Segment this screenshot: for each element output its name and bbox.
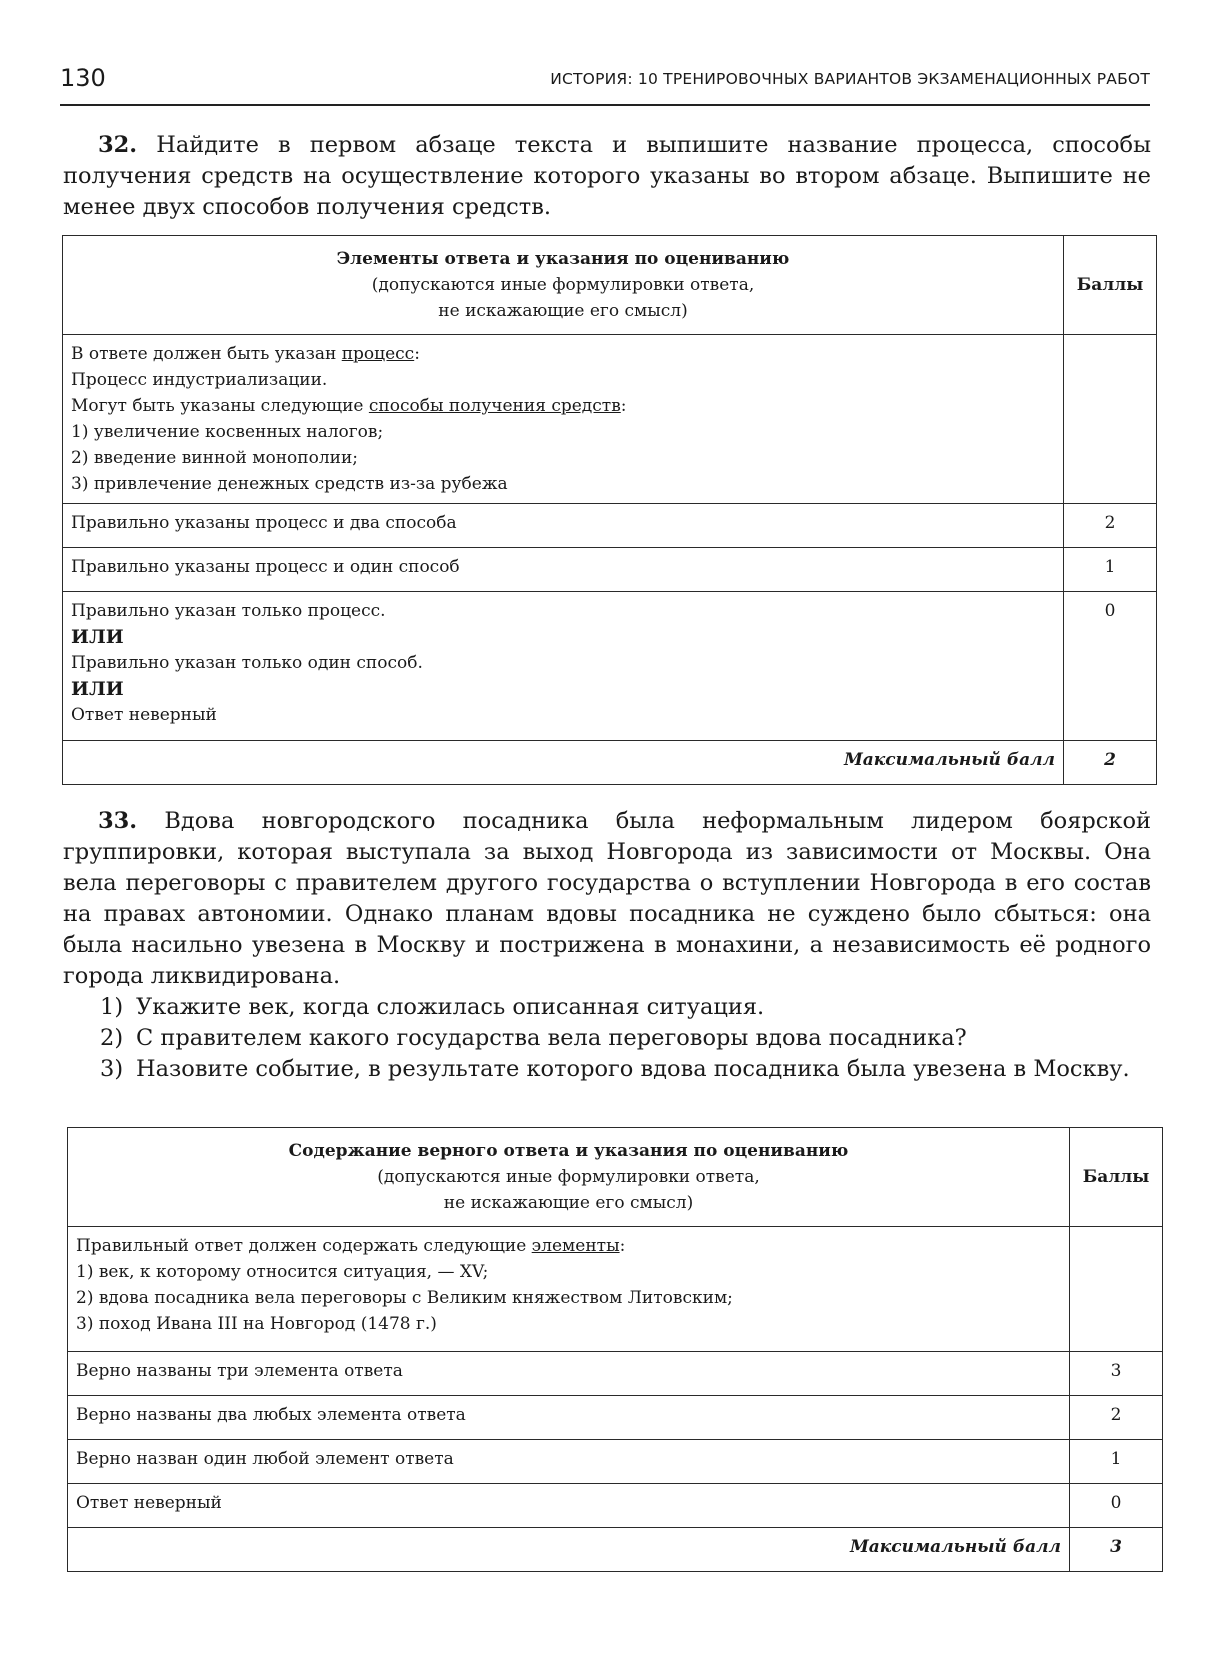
points-value: 0 [1064,592,1157,741]
or-separator: ИЛИ [71,626,124,648]
or-separator: ИЛИ [71,678,124,700]
answer-intro: Правильный ответ должен содержать следующие [76,1236,532,1256]
criterion-line: Правильно указан только процесс. [71,601,386,621]
max-score-label: Максимальный балл [68,1528,1070,1572]
item-number: 1) [100,994,124,1020]
criterion-text: Верно названы три элемента ответа [68,1352,1070,1396]
points-value: 0 [1070,1484,1163,1528]
table-row [68,1440,1163,1484]
criterion-text-zero [63,592,1064,741]
book-title: ИСТОРИЯ: 10 ТРЕНИРОВОЧНЫХ ВАРИАНТОВ ЭКЗАМЕНАЦИОННЫХ РАБОТ [550,70,1150,88]
points-cell-empty [1064,335,1157,504]
item-text: Назовите событие, в результате которого вдова посадника была увезена в Москву. [136,1056,1130,1082]
answer-elements-row [68,1227,1163,1352]
question-32-text: Найдите в первом абзаце текста и выпишите название процесса, способы получения средств на осуществление которого указаны во втором абзаце. Выпишите не менее двух способов получения средств. [63,132,1152,220]
list-item [63,1023,1151,1054]
answer-ways-keyword: способы получения средств [368,396,621,416]
points-cell-empty [1070,1227,1163,1352]
question-33-number: 33. [98,808,138,834]
criterion-text: Ответ неверный [68,1484,1070,1528]
criteria-header-title: Содержание верного ответа и указания по оцениванию [288,1141,849,1161]
points-value: 1 [1064,548,1157,592]
table-row [68,1396,1163,1440]
item-text: Укажите век, когда сложилась описанная ситуация. [136,994,765,1020]
answer-item: 1) век, к которому относится ситуация, — XV; [76,1262,489,1282]
points-value: 2 [1064,504,1157,548]
criteria-header-title: Элементы ответа и указания по оцениванию [336,249,790,269]
criteria-header-note: не искажающие его смысл) [438,301,688,321]
table-row [63,504,1157,548]
max-score-row [63,741,1157,785]
page-number: 130 [60,64,106,92]
points-header: Баллы [1064,236,1157,335]
table-row [63,548,1157,592]
answer-intro-end: : [619,1236,626,1256]
table-row [68,1352,1163,1396]
answer-process: Процесс индустриализации. [71,370,328,390]
criteria-header-note: (допускаются иные формулировки ответа, [377,1167,760,1187]
answer-item: 1) увеличение косвенных налогов; [71,422,384,442]
question-33-items [63,992,1151,1085]
criteria-header-note: не искажающие его смысл) [443,1193,694,1213]
answer-item: 3) привлечение денежных средств из-за рубежа [71,474,508,494]
question-32 [63,130,1151,223]
list-item [63,1054,1151,1085]
criterion-text: Верно названы два любых элемента ответа [68,1396,1070,1440]
scoring-table-33 [67,1127,1163,1572]
question-33-text: Вдова новгородского посадника была неформальным лидером боярской группировки, которая выступала за выход Новгорода из зависимости от Москвы. Она вела переговоры с правителем другого государства о вступлении Новгорода в его состав на правах автономии. Однако планам вдовы посадника не суждено было сбыться: она была насильно увезена в Москву и пострижена в монахини, а независимость её родного города ликвидирована. [63,808,1152,989]
points-value: 3 [1070,1352,1163,1396]
criterion-text: Правильно указаны процесс и два способа [63,504,1064,548]
criterion-text: Верно назван один любой элемент ответа [68,1440,1070,1484]
answer-intro-keyword: элементы [531,1236,620,1256]
item-number: 2) [100,1025,124,1051]
answer-elements [68,1227,1070,1352]
criterion-line: Правильно указан только один способ. [71,653,423,673]
answer-elements-row [63,335,1157,504]
page-header [60,60,1150,106]
criterion-line: Ответ неверный [71,705,217,725]
list-item [63,992,1151,1023]
question-32-number: 32. [98,132,138,158]
criterion-text: Правильно указаны процесс и один способ [63,548,1064,592]
max-score-label: Максимальный балл [63,741,1064,785]
max-score-value: 3 [1070,1528,1163,1572]
item-text: С правителем какого государства вела переговоры вдова посадника? [136,1025,967,1051]
answer-ways-end: : [620,396,627,416]
question-33 [63,806,1151,1085]
table-header-row [68,1128,1163,1227]
table-row [68,1484,1163,1528]
answer-intro-end: : [414,344,420,364]
points-value: 2 [1070,1396,1163,1440]
criteria-header [63,236,1064,335]
max-score-value: 2 [1064,741,1157,785]
table-row [63,592,1157,741]
answer-item: 2) введение винной монополии; [71,448,359,468]
scoring-table-32 [62,235,1157,785]
answer-elements [63,335,1064,504]
answer-item: 3) поход Ивана III на Новгород (1478 г.) [76,1314,437,1334]
points-value: 1 [1070,1440,1163,1484]
answer-item: 2) вдова посадника вела переговоры с Великим княжеством Литовским; [76,1288,733,1308]
answer-ways-intro: Могут быть указаны следующие [71,396,369,416]
points-header: Баллы [1070,1128,1163,1227]
answer-intro-keyword: процесс [341,344,415,364]
criteria-header [68,1128,1070,1227]
item-number: 3) [100,1056,124,1082]
max-score-row [68,1528,1163,1572]
criteria-header-note: (допускаются иные формулировки ответа, [371,275,755,295]
table-header-row [63,236,1157,335]
answer-intro: В ответе должен быть указан [71,344,342,364]
